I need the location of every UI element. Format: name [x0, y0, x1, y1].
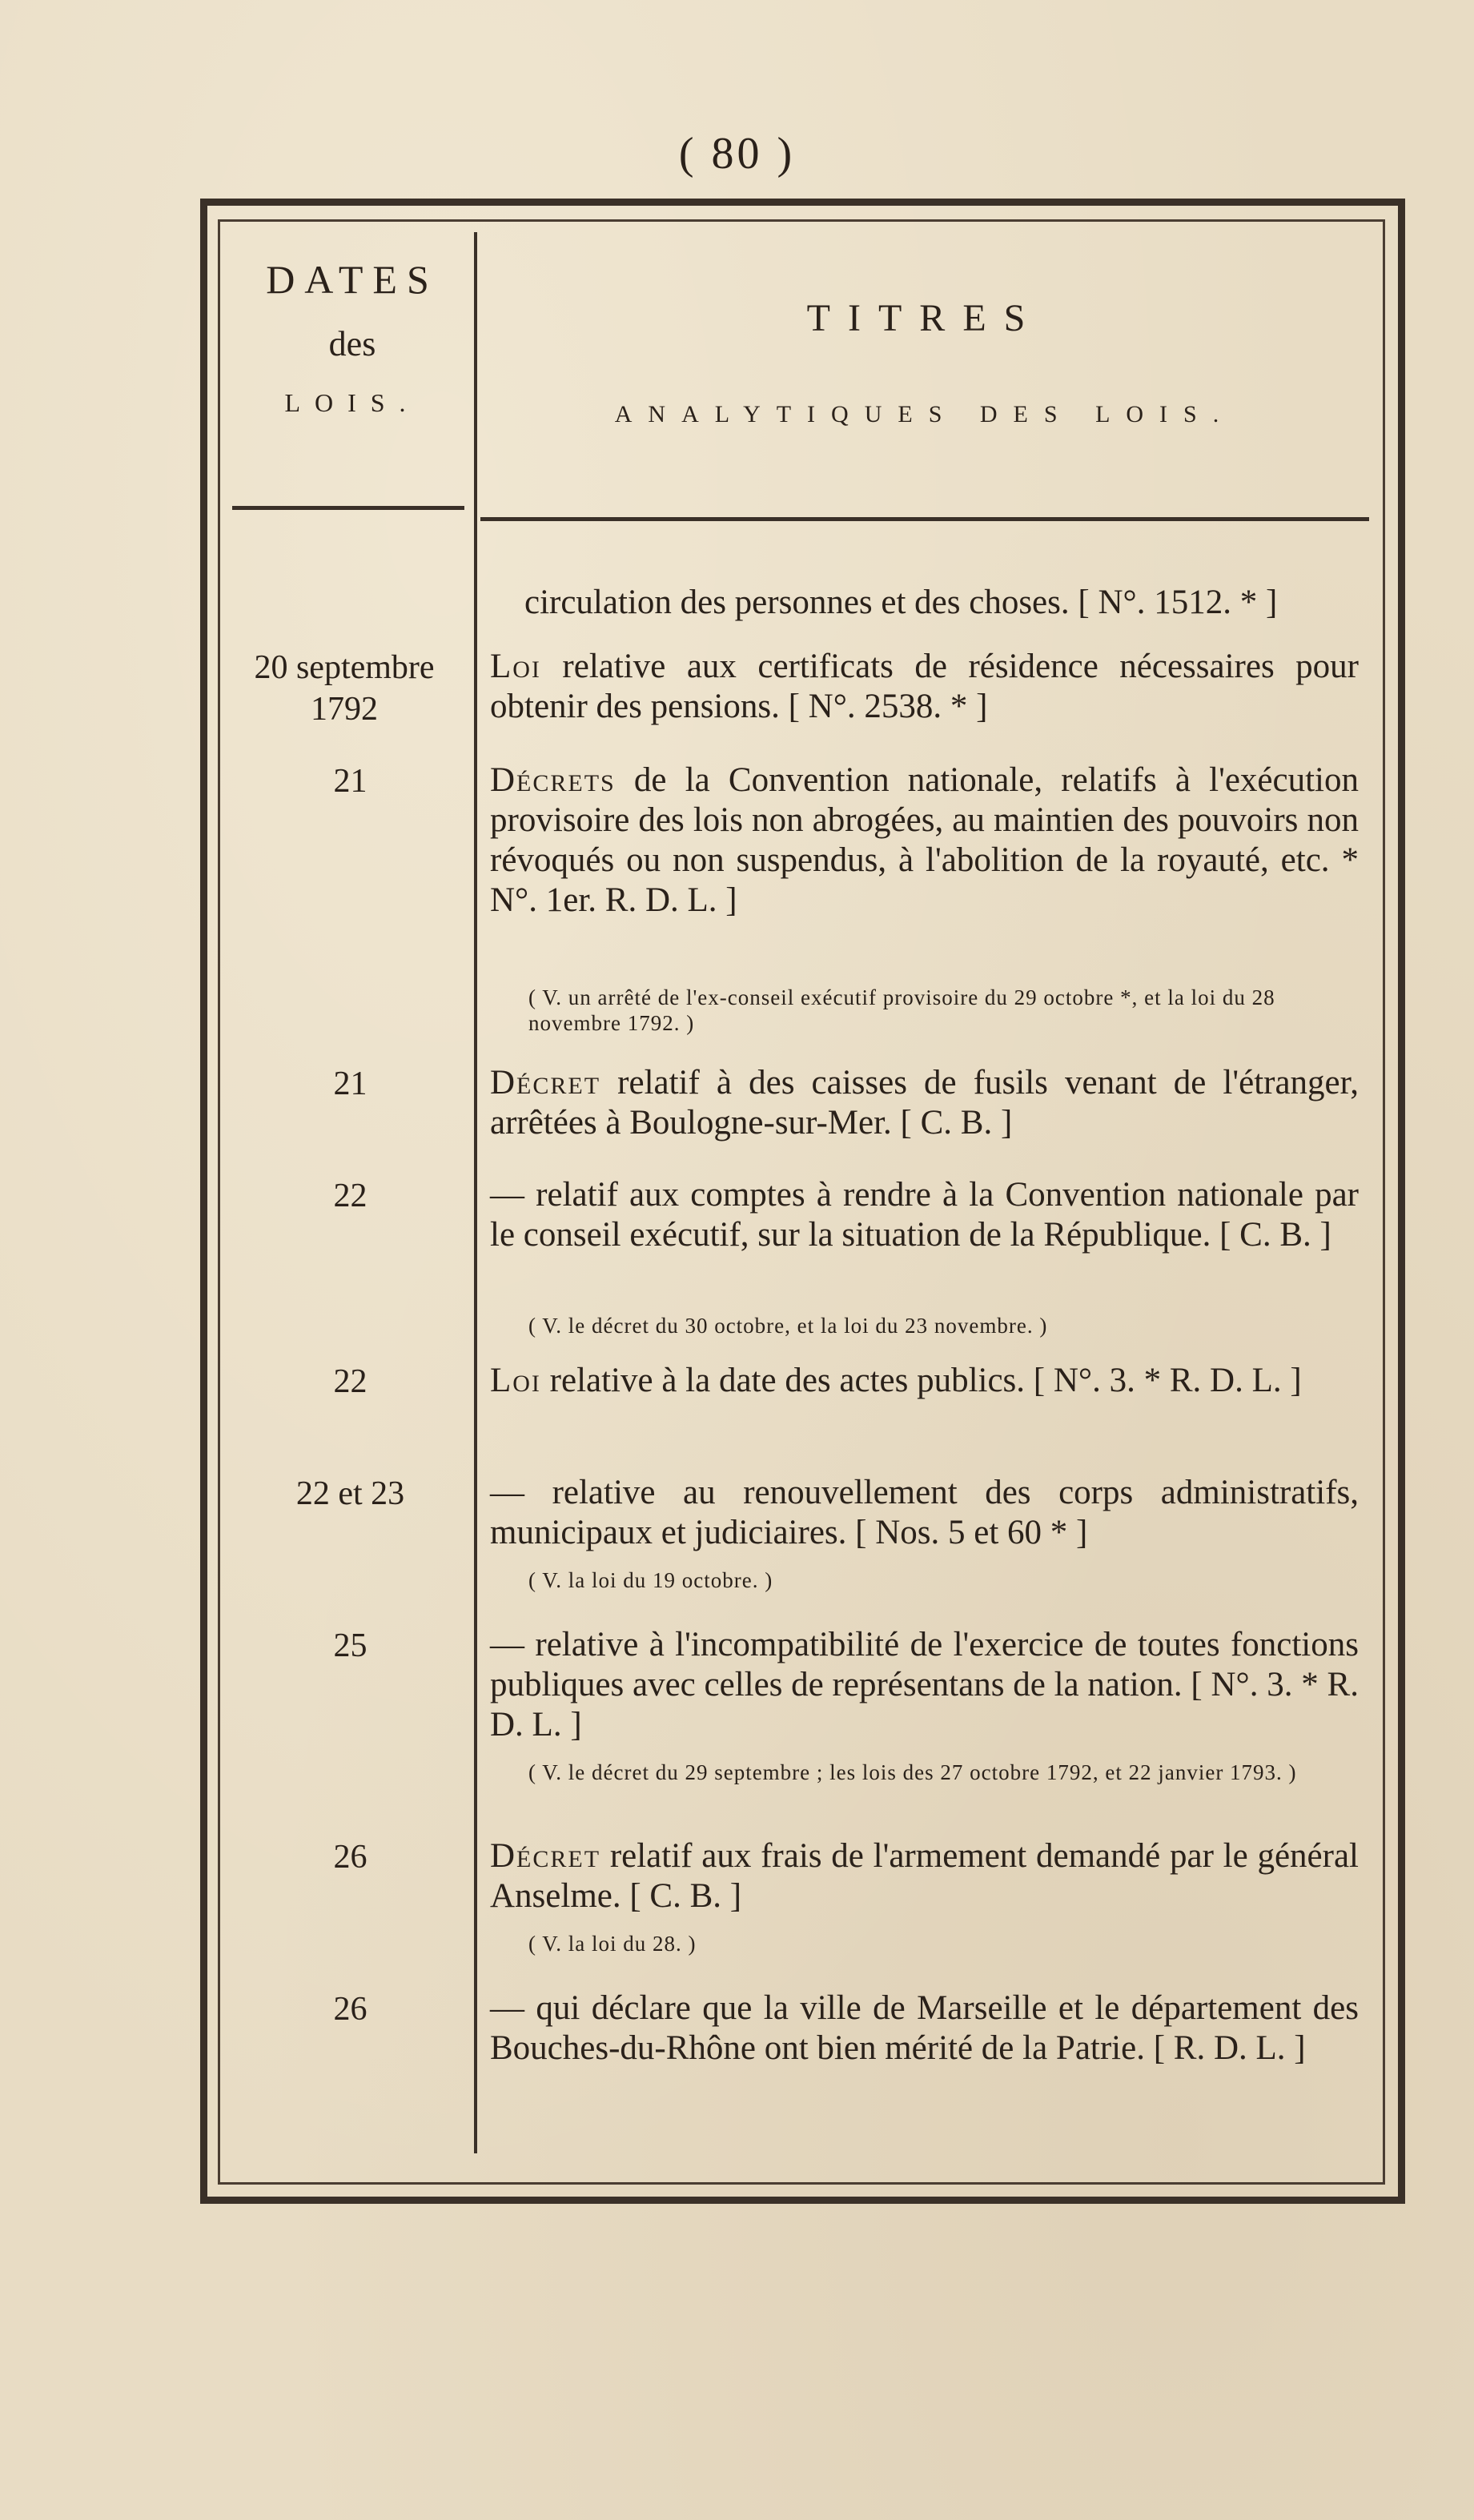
entry-title [490, 1625, 1359, 1745]
column-divider [474, 232, 477, 2153]
entry-date: 22 [333, 1178, 367, 1214]
header-dates [232, 256, 472, 418]
entry-note: ( V. un arrêté de l'ex-conseil exécutif provisoire du 29 octobre *, et la loi du 28 novembre 1792. ) [528, 985, 1275, 1035]
entry-text: relative aux certificats de résidence nécessaires pour obtenir des pensions. [ N°. 2538. * ] [490, 648, 1359, 725]
entry-text: relatif aux frais de l'armement demandé par le général Anselme. [ C. B. ] [490, 1837, 1359, 1915]
entry-title [524, 583, 1357, 623]
entry-title [490, 1361, 1359, 1401]
entry-title [490, 1473, 1359, 1553]
entry-date: 22 [333, 1363, 367, 1400]
entry-lead: Décret [490, 1837, 601, 1875]
header-dates-line2: des [328, 324, 376, 363]
entry-text: — relatif aux comptes à rendre à la Convention nationale par le conseil exécutif, sur la situation de la République. [ C. B. ] [490, 1176, 1359, 1254]
header-rule-left [232, 506, 464, 510]
entry-text: de la Convention nationale, relatifs à l'exécution provisoire des lois non abrogées, au maintien des pouvoirs non révoqués ou non suspendus, à l'abolition de la royauté, etc. * N°. 1er. R. D. L. ] [490, 761, 1359, 919]
entry-lead: Décret [490, 1064, 601, 1101]
entry-note: ( V. la loi du 28. ) [528, 1932, 697, 1956]
entry-note: ( V. la loi du 19 octobre. ) [528, 1568, 773, 1592]
header-dates-line3: LOIS. [284, 388, 420, 417]
entry-text: — qui déclare que la ville de Marseille et le département des Bouches-du-Rhône ont bien mérité de la Patrie. [ R. D. L. ] [490, 1989, 1359, 2067]
entry-title [490, 1836, 1359, 1916]
entry-title [490, 647, 1359, 727]
header-titles-line1: TITRES [806, 297, 1043, 339]
entry-note: ( V. le décret du 30 octobre, et la loi du 23 novembre. ) [528, 1314, 1048, 1338]
entry-text: relative à la date des actes publics. [ N°. 3. * R. D. L. ] [540, 1362, 1302, 1399]
header-rule-right [480, 517, 1369, 521]
entry-text: — relative au renouvellement des corps administratifs, municipaux et judiciaires. [ Nos. 5 et 60 * ] [490, 1474, 1359, 1551]
page-number: ( 80 ) [678, 129, 796, 179]
entry-date: 22 et 23 [295, 1475, 405, 1512]
entry-title [490, 1063, 1359, 1143]
entry-date: 21 [333, 763, 367, 800]
header-titles [480, 296, 1369, 428]
entry-text: relatif à des caisses de fusils venant de l'étranger, arrêtées à Boulogne-sur-Mer. [ C. B. ] [490, 1064, 1359, 1142]
entry-lead: Décrets [490, 761, 616, 799]
entry-lead: Loi [490, 1362, 541, 1399]
entry-date: 20 septembre 1792 [254, 649, 435, 728]
header-dates-line1: DATES [266, 257, 439, 302]
entry-date: 25 [333, 1627, 367, 1664]
header-titles-line2: ANALYTIQUES DES LOIS. [614, 401, 1235, 427]
entry-note: ( V. le décret du 29 septembre ; les lois des 27 octobre 1792, et 22 janvier 1793. ) [528, 1760, 1297, 1784]
entry-text: circulation des personnes et des choses. [ N°. 1512. * ] [524, 584, 1278, 621]
entry-title [490, 1988, 1359, 2069]
entry-text: — relative à l'incompatibilité de l'exercice de toutes fonctions publiques avec celles de représentans de la nation. [ N°. 3. * R. D. L. ] [490, 1626, 1359, 1744]
entry-date: 21 [333, 1065, 367, 1102]
entry-date: 26 [333, 1991, 367, 2028]
entry-title [490, 1175, 1359, 1255]
entry-title [490, 760, 1359, 921]
entry-date: 26 [333, 1839, 367, 1876]
entry-lead: Loi [490, 648, 541, 685]
